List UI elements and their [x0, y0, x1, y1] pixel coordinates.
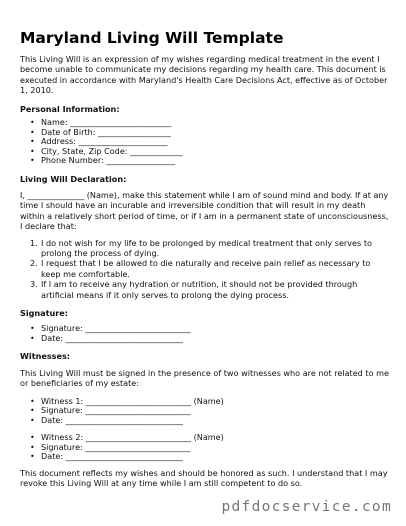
phone-field: • Phone Number: _________________: [30, 156, 390, 166]
item-number: 2.: [30, 258, 38, 269]
declaration-paragraph: I, ______________ (Name), make this statement while I am of sound mind and body. If at any time I should have an incurable and irreversible condition that will result in my death within a relatively short period of time, or if I am in a permanent state of unconsciousness, I declare that:: [20, 189, 389, 232]
witnesses-heading: Witnesses:: [20, 351, 71, 362]
dob-field: • Date of Birth: __________________: [30, 128, 390, 138]
signature-field: • Signature: __________________________: [30, 324, 390, 334]
witness-1-list: [20, 397, 390, 426]
witness-2-date-field: • Date: _____________________________: [30, 452, 390, 462]
closing-paragraph: This document reflects my wishes and should be honored as such. I understand that I may revoke this Living Will at any time while I am still competent to do so.: [20, 467, 388, 489]
signature-heading: Signature:: [20, 308, 68, 318]
watermark-text: pdfdocservice.com: [221, 499, 392, 515]
address-field: • Address: ______________________: [30, 137, 390, 147]
witness-2-list: [20, 433, 390, 462]
declaration-item: [30, 279, 390, 300]
item-number: 1.: [30, 237, 38, 248]
city-state-zip-field: • City, State, Zip Code: _____________: [30, 147, 390, 157]
intro-paragraph: This Living Will is an expression of my wishes regarding medical treatment in the event I become unable to communicate my decisions regarding my health care. This document is executed in accordance with Maryland's Health Care Decisions Act, effective as of October 1, 2010.: [20, 54, 388, 96]
witness-1-date-field: • Date: _____________________________: [30, 416, 390, 426]
declaration-heading: Living Will Declaration:: [20, 173, 127, 184]
declaration-list: [20, 238, 390, 300]
document-page: [20, 28, 390, 488]
witness-2-signature-field: • Signature: __________________________: [30, 443, 390, 453]
witnesses-paragraph: This Living Will must be signed in the presence of two witnesses who are not related to me or beneficiaries of my estate:: [20, 367, 389, 389]
personal-info-heading: Personal Information:: [20, 103, 120, 114]
declaration-item: [30, 258, 390, 279]
name-field: • Name: _________________________: [30, 118, 390, 128]
document-title: Maryland Living Will Template: [20, 29, 284, 47]
item-text: I do not wish for my life to be prolonged by medical treatment that only serves to prolong the process of dying.: [41, 237, 372, 258]
item-text: I request that I be allowed to die naturally and receive pain relief as necessary to keep me comfortable.: [41, 258, 371, 279]
declaration-item: [30, 238, 390, 259]
witness-1-name-field: • Witness 1: __________________________ (Name): [30, 397, 390, 407]
signature-list: [20, 324, 390, 343]
personal-info-list: [20, 118, 390, 166]
item-number: 3.: [30, 279, 38, 290]
witness-1-signature-field: • Signature: __________________________: [30, 406, 390, 416]
signature-date-field: • Date: _____________________________: [30, 334, 390, 344]
item-text: If I am to receive any hydration or nutrition, it should not be provided through artificial means if it only serves to prolong the dying process.: [41, 279, 358, 300]
witness-2-name-field: • Witness 2: __________________________ (Name): [30, 433, 390, 443]
